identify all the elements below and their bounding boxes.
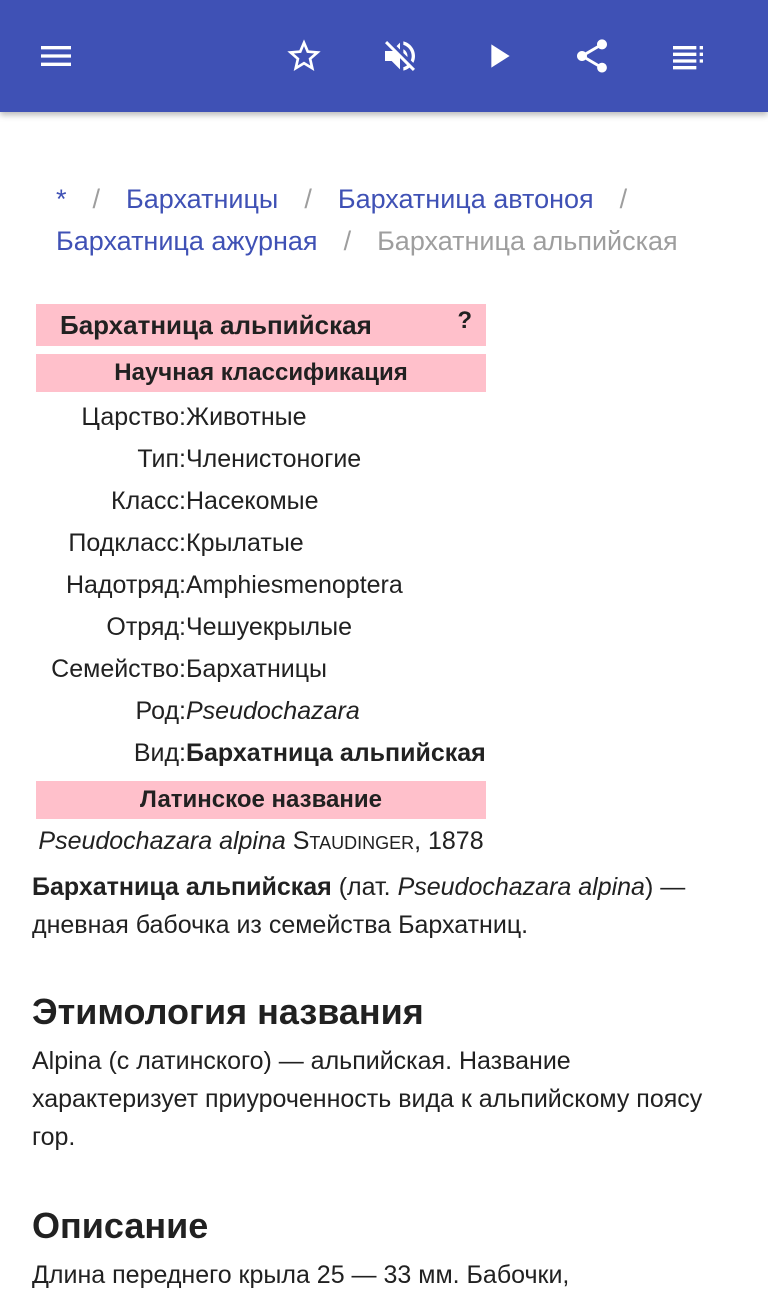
taxon-rank: Вид:: [133, 739, 186, 767]
breadcrumb-link-avtonoya[interactable]: Бархатница автоноя: [337, 184, 594, 214]
menu-icon: [36, 36, 76, 76]
breadcrumb-separator: /: [343, 226, 352, 256]
latin-binomial: Pseudochazara alpina: [38, 827, 286, 855]
classification-header: Научная классификация: [36, 354, 486, 392]
breadcrumb-separator: /: [92, 184, 101, 214]
taxon-rank: Царство:: [81, 403, 186, 431]
lead-title: Бархатница альпийская: [32, 873, 332, 901]
classification-rows: [36, 396, 486, 774]
taxobox-title-bar: [36, 304, 486, 346]
taxon-rank: Надотряд:: [65, 571, 186, 599]
taxon-value: Amphiesmenoptera: [186, 571, 403, 599]
taxon-row: [36, 438, 486, 480]
breadcrumb-link-root[interactable]: *: [56, 184, 67, 214]
description-heading: Описание: [32, 1205, 209, 1246]
taxon-row: [36, 480, 486, 522]
mute-button[interactable]: [372, 28, 428, 84]
play-button[interactable]: [470, 28, 526, 84]
taxon-value: Чешуекрылые: [186, 613, 353, 641]
taxon-rank: Тип:: [137, 445, 186, 473]
taxon-rank: Класс:: [111, 487, 186, 515]
bookmark-button[interactable]: [276, 28, 332, 84]
play-icon: [478, 36, 518, 76]
share-icon: [572, 36, 612, 76]
breadcrumb: [56, 178, 736, 262]
lead-lat-prefix: (лат.: [331, 873, 398, 901]
description-paragraph: Длина переднего крыла 25 — 33 мм. Бабочки,: [32, 1261, 570, 1289]
etymology-paragraph: Alpina (с латинского) — альпийская. Название характеризует приуроченность вида к альпийскому поясу гор.: [32, 1047, 703, 1151]
taxon-rank: Подкласс:: [68, 529, 186, 557]
lead-latin: Pseudochazara alpina: [397, 873, 645, 901]
lead-paragraph: [32, 868, 732, 944]
taxon-row: [36, 396, 486, 438]
taxon-value: Бархатницы: [186, 655, 328, 683]
playlist-icon: [668, 36, 708, 76]
taxon-value: Членистоногие: [186, 445, 362, 473]
breadcrumb-separator: /: [304, 184, 312, 214]
latin-name: [36, 820, 486, 862]
taxon-row: [36, 690, 486, 732]
share-button[interactable]: [564, 28, 620, 84]
app-bar: [0, 0, 768, 112]
taxon-value: Животные: [186, 403, 307, 431]
taxon-row: [36, 564, 486, 606]
etymology-heading: Этимология названия: [32, 991, 424, 1032]
taxon-value: Бархатница альпийская: [186, 739, 486, 767]
breadcrumb-link-barkhatnitsy[interactable]: Бархатницы: [126, 184, 279, 214]
taxon-value: Насекомые: [186, 487, 319, 515]
taxon-row: [36, 606, 486, 648]
latin-author: Staudinger: [292, 827, 415, 855]
taxobox: [36, 304, 486, 862]
taxon-row: [36, 732, 486, 774]
star-icon: [284, 36, 324, 76]
lead-rest: ) — дневная бабочка из семейства Бархатниц.: [32, 873, 686, 939]
taxobox-help-link[interactable]: ?: [457, 307, 472, 334]
latin-name-header: Латинское название: [36, 781, 486, 819]
taxon-row: [36, 648, 486, 690]
taxon-value: Pseudochazara: [186, 697, 360, 725]
taxon-rank: Род:: [135, 697, 186, 725]
breadcrumb-current: Бархатница альпийская: [377, 226, 678, 256]
article-body: [32, 868, 732, 1294]
volume-off-icon: [380, 36, 420, 76]
taxobox-title: Бархатница альпийская: [60, 310, 372, 340]
taxon-rank: Семейство:: [51, 655, 186, 683]
latin-year: , 1878: [414, 827, 484, 855]
taxon-rank: Отряд:: [106, 613, 186, 641]
taxon-value: Крылатые: [186, 529, 304, 557]
breadcrumb-link-azhurnaya[interactable]: Бархатница ажурная: [56, 226, 318, 256]
contents-button[interactable]: [660, 28, 716, 84]
taxon-row: [36, 522, 486, 564]
menu-button[interactable]: [28, 28, 84, 84]
breadcrumb-separator: /: [619, 184, 628, 214]
